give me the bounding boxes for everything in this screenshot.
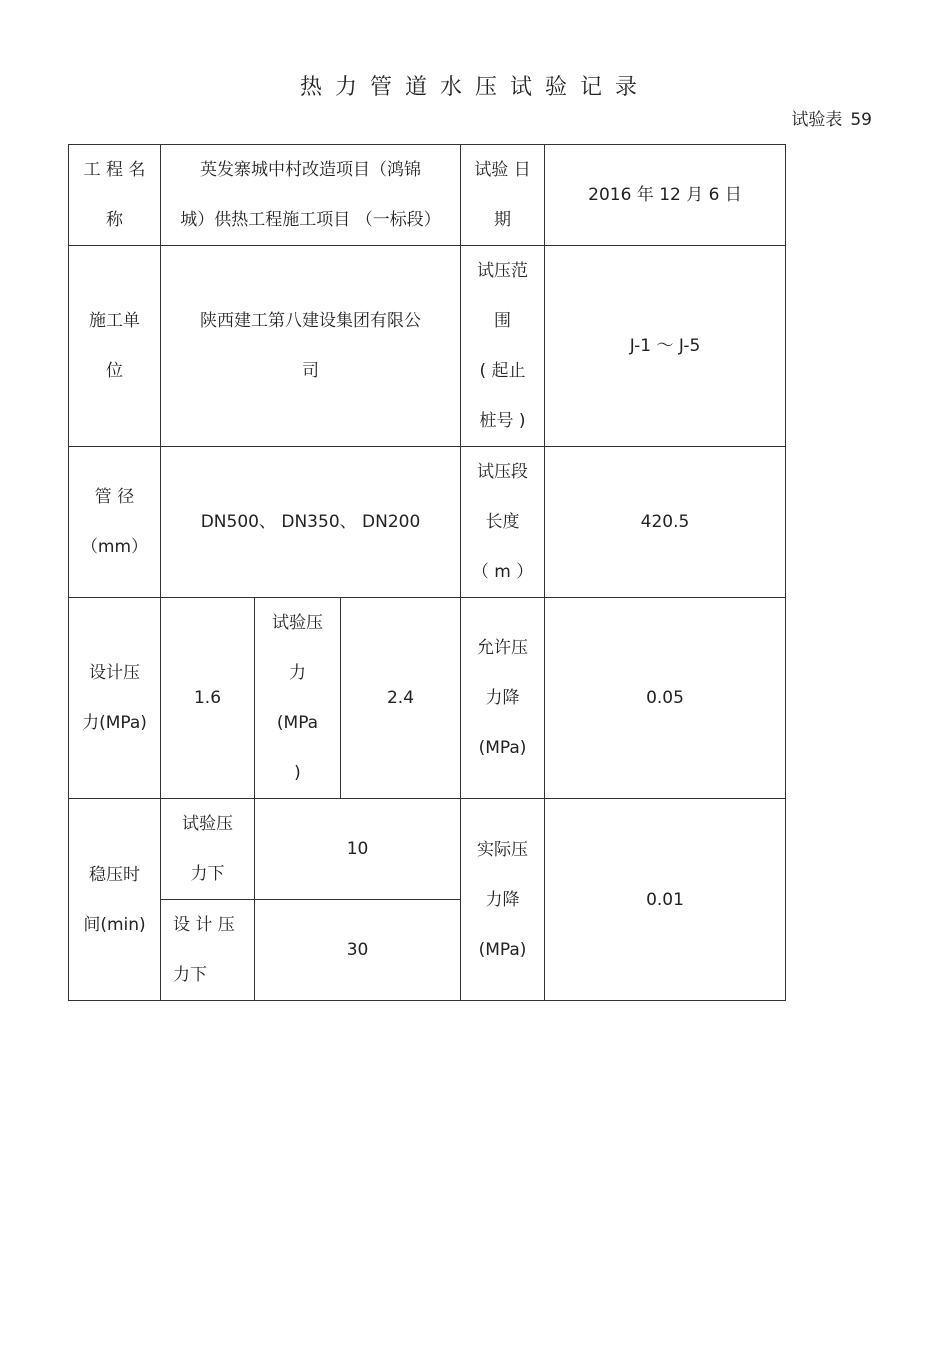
form-number-value: 59 — [850, 110, 872, 130]
test-length-label: 试压段 长度 （ m ） — [461, 447, 545, 598]
test-date-value: 2016 年 12 月 6 日 — [545, 145, 786, 246]
pipe-diameter-label: 管 径 （mm） — [69, 447, 161, 598]
project-name-value: 英发寨城中村改造项目（鸿锦 城）供热工程施工项目 （一标段） — [161, 145, 461, 246]
table-row — [69, 598, 786, 799]
actual-drop-label: 实际压 力降 (MPa) — [461, 799, 545, 1001]
contractor-label: 施工单 位 — [69, 246, 161, 447]
allowed-drop-value: 0.05 — [545, 598, 786, 799]
actual-drop-value: 0.01 — [545, 799, 786, 1001]
table-row — [69, 799, 786, 900]
table-row — [69, 447, 786, 598]
pressure-test-table — [68, 144, 786, 1001]
test-length-value: 420.5 — [545, 447, 786, 598]
under-design-pressure-value: 30 — [255, 900, 461, 1001]
project-name-label: 工 程 名 称 — [69, 145, 161, 246]
pipe-diameter-value: DN500、 DN350、 DN200 — [161, 447, 461, 598]
form-number — [791, 105, 872, 130]
document-title: 热力管道水压试验记录 — [299, 75, 650, 100]
design-pressure-value: 1.6 — [161, 598, 255, 799]
form-number-label: 试验表 — [791, 110, 843, 130]
under-design-pressure-label: 设 计 压 力下 — [161, 900, 255, 1001]
test-range-value: J-1 ～ J-5 — [545, 246, 786, 447]
table-row — [69, 145, 786, 246]
allowed-drop-label: 允许压 力降 (MPa) — [461, 598, 545, 799]
test-range-label: 试压范 围 ( 起止 桩号 ) — [461, 246, 545, 447]
test-date-label: 试验 日 期 — [461, 145, 545, 246]
test-pressure-label: 试验压 力 (MPa ) — [255, 598, 341, 799]
stabilization-label: 稳压时 间(min) — [69, 799, 161, 1001]
under-test-pressure-label: 试验压 力下 — [161, 799, 255, 900]
test-pressure-value: 2.4 — [341, 598, 461, 799]
design-pressure-label: 设计压 力(MPa) — [69, 598, 161, 799]
contractor-value: 陕西建工第八建设集团有限公 司 — [161, 246, 461, 447]
under-test-pressure-value: 10 — [255, 799, 461, 900]
table-row — [69, 246, 786, 447]
